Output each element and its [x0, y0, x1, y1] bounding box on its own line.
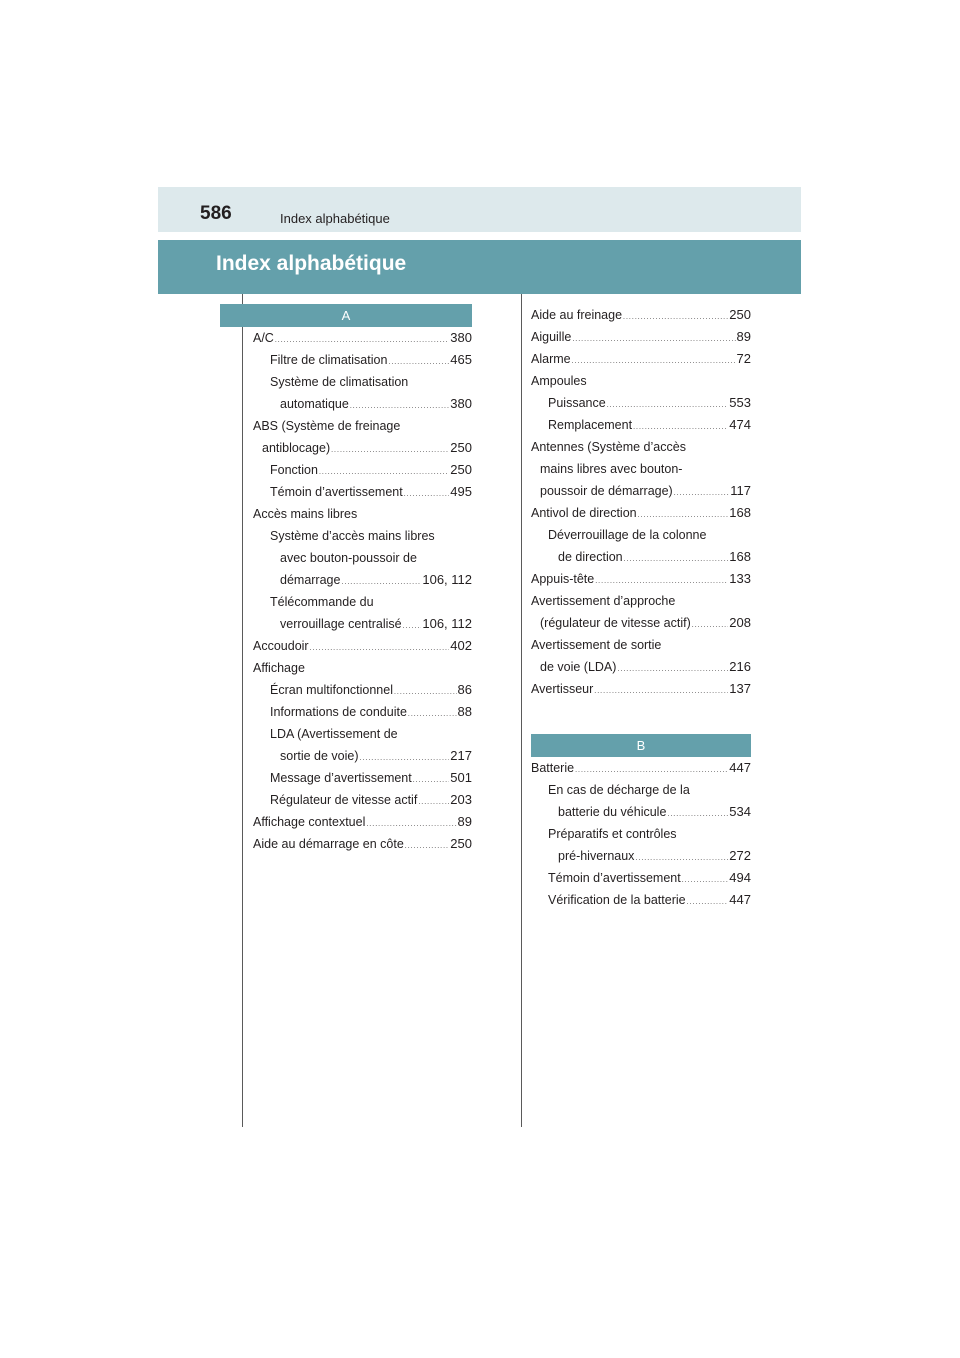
- index-entry-term: Témoin d’avertissement: [270, 485, 403, 499]
- index-entry-term: Avertisseur: [531, 682, 594, 696]
- index-entry: [253, 349, 472, 371]
- index-entry-page[interactable]: 494: [729, 870, 751, 885]
- index-entry-term: Régulateur de vitesse actif: [270, 793, 418, 807]
- index-entry-page[interactable]: 217: [450, 748, 472, 763]
- section-header-b: B: [531, 734, 751, 757]
- index-entry-term: Déverrouillage de la colonne: [548, 528, 707, 542]
- index-entry-page[interactable]: 474: [729, 417, 751, 432]
- index-entry-page[interactable]: 272: [729, 848, 751, 863]
- index-entry-page[interactable]: 465: [450, 352, 472, 367]
- page-number: 586: [200, 203, 232, 224]
- index-entry-term: Télécommande du: [270, 595, 374, 609]
- index-entry-page[interactable]: 133: [729, 571, 751, 586]
- dot-leader: [404, 484, 450, 506]
- index-entry: [531, 845, 751, 867]
- dot-leader: [572, 329, 735, 351]
- dot-leader: [405, 836, 450, 858]
- dot-leader: [310, 638, 450, 660]
- index-entry: [253, 701, 472, 723]
- dot-leader: [403, 616, 422, 638]
- index-entry: [531, 370, 751, 392]
- index-entry: [531, 392, 751, 414]
- index-column-left: [253, 304, 472, 855]
- index-entry-term: Système de climatisation: [270, 375, 409, 389]
- index-entry: [531, 304, 751, 326]
- index-entry-term: ABS (Système de freinage: [253, 419, 401, 433]
- index-entry-page[interactable]: 137: [729, 681, 751, 696]
- dot-leader: [687, 892, 729, 914]
- index-entry-term: Affichage contextuel: [253, 815, 366, 829]
- index-entry-page[interactable]: 86: [457, 682, 472, 697]
- index-entry: [253, 679, 472, 701]
- index-entry-term: (régulateur de vitesse actif): [540, 616, 691, 630]
- dot-leader: [331, 440, 449, 462]
- index-entry: [531, 326, 751, 348]
- index-entry-term: de direction: [558, 550, 623, 564]
- index-entry-page[interactable]: 495: [450, 484, 472, 499]
- index-entry: [253, 745, 472, 767]
- index-entry: [253, 723, 472, 745]
- index-entry-page[interactable]: 380: [450, 330, 472, 345]
- index-entry-term: Accès mains libres: [253, 507, 358, 521]
- index-entry-page[interactable]: 168: [729, 549, 751, 564]
- index-entry-term: poussoir de démarrage): [540, 484, 673, 498]
- index-entry: [531, 480, 751, 502]
- index-entry-term: Batterie: [531, 761, 575, 775]
- index-entry-term: Puissance: [548, 396, 606, 410]
- index-entry-page[interactable]: 402: [450, 638, 472, 653]
- index-entries-a: [253, 327, 472, 855]
- index-entry-term: Avertissement de sortie: [531, 638, 662, 652]
- index-entry: [253, 547, 472, 569]
- section-spacer: [531, 700, 751, 734]
- index-entry: [253, 569, 472, 591]
- index-entry-term: Avertissement d’approche: [531, 594, 676, 608]
- index-entry: [531, 678, 751, 700]
- index-entry: [531, 436, 751, 458]
- index-entry: [253, 437, 472, 459]
- index-entry-page[interactable]: 250: [450, 836, 472, 851]
- index-entry-term: En cas de décharge de la: [548, 783, 690, 797]
- dot-leader: [418, 792, 449, 814]
- index-entry-term: Aide au freinage: [531, 308, 623, 322]
- index-entry: [531, 414, 751, 436]
- index-entry-term: Écran multifonctionnel: [270, 683, 393, 697]
- index-entry-page[interactable]: 88: [457, 704, 472, 719]
- dot-leader: [594, 681, 728, 703]
- index-entry-page[interactable]: 534: [729, 804, 751, 819]
- index-entry-term: sortie de voie): [280, 749, 359, 763]
- index-entry-page[interactable]: 168: [729, 505, 751, 520]
- index-entry-term: Aiguille: [531, 330, 572, 344]
- dot-leader: [682, 870, 729, 892]
- index-entry: [253, 503, 472, 525]
- column-rule-right: [521, 294, 522, 1127]
- index-entry-page[interactable]: 447: [729, 760, 751, 775]
- index-entry-page[interactable]: 89: [457, 814, 472, 829]
- page-title: Index alphabétique: [216, 252, 407, 275]
- index-entry-term: Ampoules: [531, 374, 587, 388]
- index-entry-term: Alarme: [531, 352, 571, 366]
- index-entry-term: automatique: [280, 397, 349, 411]
- index-entry-page[interactable]: 106, 112: [422, 616, 472, 631]
- index-entry: [253, 811, 472, 833]
- index-entry: [531, 502, 751, 524]
- running-header-bar: [158, 187, 801, 232]
- index-entry-page[interactable]: 250: [450, 462, 472, 477]
- section-header-a: A: [220, 304, 472, 327]
- index-entry-page[interactable]: 380: [450, 396, 472, 411]
- index-entry-page[interactable]: 447: [729, 892, 751, 907]
- index-entry: [531, 568, 751, 590]
- index-entry-page[interactable]: 501: [450, 770, 472, 785]
- index-entry: [531, 801, 751, 823]
- title-banner: [158, 240, 801, 294]
- index-entry-term: LDA (Avertissement de: [270, 727, 398, 741]
- index-entry-term: Antennes (Système d’accès: [531, 440, 686, 454]
- running-title: Index alphabétique: [280, 211, 390, 226]
- index-entry: [253, 767, 472, 789]
- index-entry: [253, 525, 472, 547]
- dot-leader: [692, 615, 729, 637]
- index-entry-page[interactable]: 89: [736, 329, 751, 344]
- index-entry: [253, 415, 472, 437]
- index-entries-a-continued: [531, 304, 751, 700]
- index-entry: [531, 634, 751, 656]
- index-entry: [253, 459, 472, 481]
- index-entry-term: Affichage: [253, 661, 305, 675]
- index-entry-term: Message d’avertissement: [270, 771, 412, 785]
- index-entry: [531, 656, 751, 678]
- index-entry: [253, 833, 472, 855]
- index-entry: [253, 591, 472, 613]
- index-entry-page[interactable]: 72: [736, 351, 751, 366]
- dot-leader: [572, 351, 736, 373]
- index-entry: [531, 757, 751, 779]
- index-entry: [531, 546, 751, 568]
- index-entry-term: A/C: [253, 331, 274, 345]
- index-entry-term: Fonction: [270, 463, 318, 477]
- index-entry-term: Antivol de direction: [531, 506, 637, 520]
- index-entry: [253, 657, 472, 679]
- dot-leader: [624, 549, 729, 571]
- index-entry-term: Filtre de climatisation: [270, 353, 388, 367]
- index-entry-term: Remplacement: [548, 418, 633, 432]
- index-entry-term: mains libres avec bouton-: [540, 462, 683, 476]
- index-entry: [531, 590, 751, 612]
- index-entry-term: Appuis-tête: [531, 572, 595, 586]
- dot-leader: [413, 770, 450, 792]
- index-entry-term: pré-hivernaux: [558, 849, 635, 863]
- index-entry-term: batterie du véhicule: [558, 805, 667, 819]
- index-entry-term: Système d’accès mains libres: [270, 529, 435, 543]
- index-entry-page[interactable]: 250: [450, 440, 472, 455]
- index-entry: [531, 524, 751, 546]
- index-entry-term: Accoudoir: [253, 639, 309, 653]
- index-entry: [531, 867, 751, 889]
- index-entry-term: verrouillage centralisé: [280, 617, 402, 631]
- index-entry-term: Informations de conduite: [270, 705, 407, 719]
- index-entry-page[interactable]: 106, 112: [422, 572, 472, 587]
- dot-leader: [674, 483, 730, 505]
- index-entry-term: avec bouton-poussoir de: [280, 551, 417, 565]
- index-entry: [531, 889, 751, 911]
- index-entry: [253, 481, 472, 503]
- index-entries-b: [531, 757, 751, 911]
- index-entry-page[interactable]: 203: [450, 792, 472, 807]
- dot-leader: [617, 659, 728, 681]
- index-entry: [253, 635, 472, 657]
- index-entry-page[interactable]: 250: [729, 307, 751, 322]
- index-entry: [253, 613, 472, 635]
- index-entry: [531, 823, 751, 845]
- index-entry-page[interactable]: 117: [730, 483, 751, 498]
- column-rule-left: [242, 294, 243, 1127]
- index-entry: [531, 458, 751, 480]
- index-entry-term: Préparatifs et contrôles: [548, 827, 677, 841]
- index-entry-page[interactable]: 208: [729, 615, 751, 630]
- index-entry: [253, 789, 472, 811]
- index-entry: [253, 371, 472, 393]
- index-entry: [253, 393, 472, 415]
- index-entry-page[interactable]: 553: [729, 395, 751, 410]
- index-entry-term: antiblocage): [262, 441, 331, 455]
- index-entry-page[interactable]: 216: [729, 659, 751, 674]
- index-entry: [253, 327, 472, 349]
- dot-leader: [408, 704, 457, 726]
- index-column-right: [531, 304, 751, 911]
- index-entry-term: Aide au démarrage en côte: [253, 837, 404, 851]
- index-entry: [531, 612, 751, 634]
- index-entry-term: de voie (LDA): [540, 660, 617, 674]
- index-entry: [531, 348, 751, 370]
- index-entry-term: Vérification de la batterie: [548, 893, 686, 907]
- index-entry: [531, 779, 751, 801]
- index-entry-term: démarrage: [280, 573, 341, 587]
- dot-leader: [623, 307, 728, 329]
- index-entry-term: Témoin d’avertissement: [548, 871, 681, 885]
